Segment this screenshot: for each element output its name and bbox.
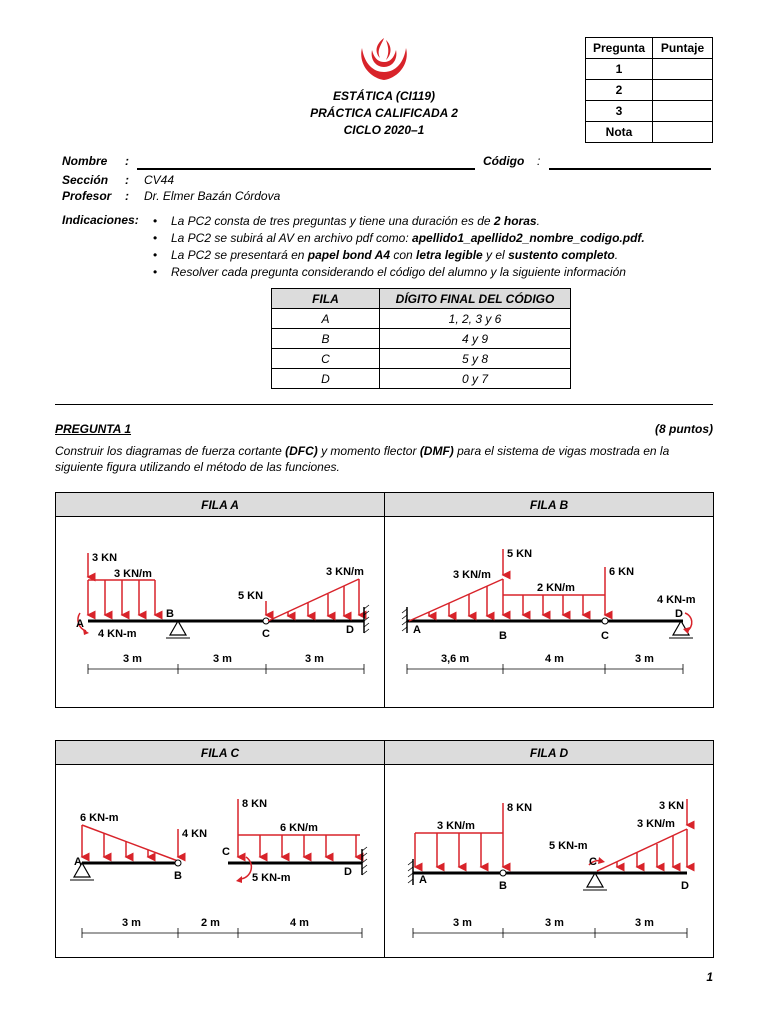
name-colon: : xyxy=(125,154,129,168)
digit-cell: 4 y 9 xyxy=(380,329,571,349)
node-label: B xyxy=(174,870,182,882)
fila-table xyxy=(271,288,571,389)
load-label: 8 KN xyxy=(242,798,268,810)
code-colon: : xyxy=(537,154,541,168)
score-row-label: 3 xyxy=(586,101,653,122)
moment-label: 6 KN-m xyxy=(80,812,119,824)
panel-title: FILA A xyxy=(56,493,384,517)
node-label: D xyxy=(681,880,689,892)
exam-title-block xyxy=(250,88,518,139)
node-label: C xyxy=(262,628,270,640)
professor-value: Dr. Elmer Bazán Córdova xyxy=(144,189,281,203)
dimension-label: 3 m xyxy=(635,917,654,929)
fila-cell: A xyxy=(272,309,380,329)
dimension-label: 3 m xyxy=(123,653,142,665)
node-label: B xyxy=(166,608,174,620)
score-row-label: 1 xyxy=(586,59,653,80)
fila-cell: B xyxy=(272,329,380,349)
node-label: D xyxy=(344,866,352,878)
panel-title: FILA D xyxy=(385,741,713,765)
page-number: 1 xyxy=(706,970,713,984)
code-label: Código xyxy=(483,154,525,168)
score-row-label: 2 xyxy=(586,80,653,101)
node-label: A xyxy=(419,874,427,886)
panel-title: FILA C xyxy=(56,741,384,765)
indication-item: • La PC2 se presentará en papel bond A4 con letra legible y el sustento completo. xyxy=(147,247,645,264)
dimension-label: 2 m xyxy=(201,917,220,929)
score-cell xyxy=(653,122,713,143)
score-cell xyxy=(653,80,713,101)
load-label: 6 KN/m xyxy=(280,822,318,834)
beam-diagram-d xyxy=(385,765,713,957)
dimension-label: 3 m xyxy=(305,653,324,665)
exam-title: PRÁCTICA CALIFICADA 2 xyxy=(310,106,458,120)
beam-diagram-c xyxy=(56,765,384,957)
indication-item: • Resolver cada pregunta considerando el código del alumno y la siguiente información xyxy=(147,264,645,281)
load-label: 5 KN xyxy=(507,548,533,560)
question-title: PREGUNTA 1 xyxy=(55,422,132,436)
panel-fila-b xyxy=(384,492,714,708)
indication-item: • La PC2 consta de tres preguntas y tiene una duración es de 2 horas. xyxy=(147,213,645,230)
dimension-label: 4 m xyxy=(290,917,309,929)
load-label: 3 KN xyxy=(659,800,685,812)
dimension-label: 3 m xyxy=(213,653,232,665)
beam-diagram-a xyxy=(56,517,384,707)
dimension-label: 3 m xyxy=(453,917,472,929)
load-label: 6 KN xyxy=(609,566,635,578)
panel-fila-a xyxy=(55,492,385,708)
panel-fila-d xyxy=(384,740,714,958)
section-colon: : xyxy=(125,173,129,187)
node-label: A xyxy=(413,624,421,636)
fila-cell: D xyxy=(272,369,380,389)
indications-list xyxy=(147,213,645,281)
digit-cell: 1, 2, 3 y 6 xyxy=(380,309,571,329)
node-label: A xyxy=(74,856,82,868)
dimension-label: 3 m xyxy=(122,917,141,929)
professor-colon: : xyxy=(125,189,129,203)
fila-head: FILA xyxy=(272,289,380,309)
load-label: 8 KN xyxy=(507,802,533,814)
score-head-points: Puntaje xyxy=(653,38,713,59)
code-field-line[interactable] xyxy=(549,168,711,170)
university-logo xyxy=(356,34,412,84)
section-divider xyxy=(55,404,713,405)
node-label: C xyxy=(589,856,597,868)
question-points: (8 puntos) xyxy=(655,422,713,436)
load-label: 3 KN xyxy=(92,552,118,564)
section-value: CV44 xyxy=(144,173,175,187)
dimension-label: 3 m xyxy=(635,653,654,665)
digit-cell: 5 y 8 xyxy=(380,349,571,369)
moment-label: 5 KN-m xyxy=(549,840,588,852)
course-title: ESTÁTICA (CI119) xyxy=(332,89,435,103)
cycle-title: CICLO 2020–1 xyxy=(343,123,425,137)
professor-label: Profesor xyxy=(62,189,112,203)
dimension-label: 3 m xyxy=(545,917,564,929)
moment-label: 4 KN-m xyxy=(657,594,696,606)
load-label: 3 KN/m xyxy=(326,566,364,578)
digit-head: DÍGITO FINAL DEL CÓDIGO xyxy=(380,289,571,309)
digit-cell: 0 y 7 xyxy=(380,369,571,389)
node-label: B xyxy=(499,880,507,892)
panel-title: FILA B xyxy=(385,493,713,517)
load-label: 3 KN/m xyxy=(637,818,675,830)
node-label: C xyxy=(222,846,230,858)
name-label: Nombre xyxy=(62,154,108,168)
node-label: C xyxy=(601,630,609,642)
node-label: A xyxy=(76,618,84,630)
node-label: D xyxy=(675,608,683,620)
load-label: 3 KN/m xyxy=(437,820,475,832)
load-label: 5 KN xyxy=(238,590,264,602)
load-label: 4 KN xyxy=(182,828,208,840)
score-table xyxy=(585,37,713,143)
node-label: D xyxy=(346,624,354,636)
indications-label: Indicaciones: xyxy=(62,213,139,227)
score-row-label: Nota xyxy=(586,122,653,143)
node-label: B xyxy=(499,630,507,642)
indication-item: • La PC2 se subirá al AV en archivo pdf como: apellido1_apellido2_nombre_codigo.pdf. xyxy=(147,230,645,247)
dimension-label: 4 m xyxy=(545,653,564,665)
fila-cell: C xyxy=(272,349,380,369)
score-cell xyxy=(653,101,713,122)
score-head-question: Pregunta xyxy=(586,38,653,59)
moment-label: 5 KN-m xyxy=(252,872,291,884)
panel-fila-c xyxy=(55,740,385,958)
load-label: 3 KN/m xyxy=(453,569,491,581)
name-field-line[interactable] xyxy=(137,168,475,170)
score-cell xyxy=(653,59,713,80)
dimension-label: 3,6 m xyxy=(441,653,470,665)
moment-label: 4 KN-m xyxy=(98,628,137,640)
load-label: 2 KN/m xyxy=(537,582,575,594)
question-text: Construir los diagramas de fuerza cortante (DFC) y momento flector (DMF) para el sistema de vigas mostrada en la siguiente figura utilizando el método de las funciones. xyxy=(55,444,670,474)
load-label: 3 KN/m xyxy=(114,568,152,580)
section-label: Sección xyxy=(62,173,109,187)
beam-diagram-b xyxy=(385,517,713,707)
